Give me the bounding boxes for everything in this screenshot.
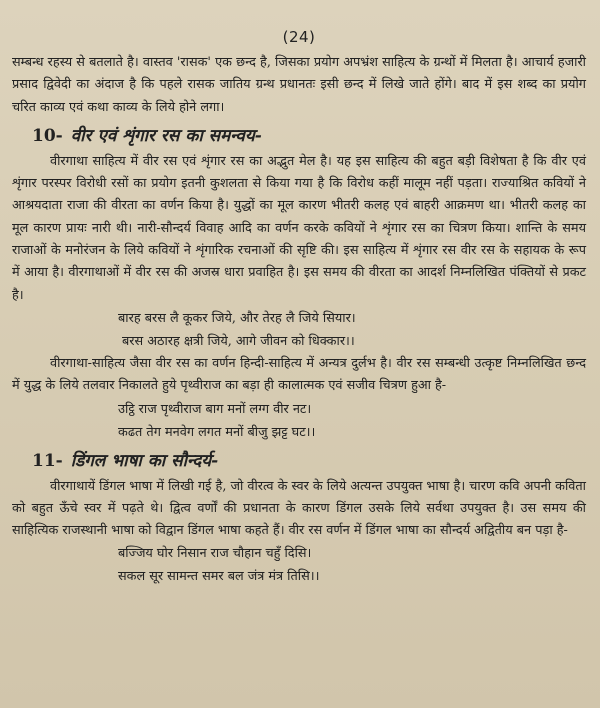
intro-paragraph: सम्बन्ध रहस्य से बतलाते है। वास्तव 'रासक' एक छन्द है, जिसका प्रयोग अपभ्रंश साहित्य के ग्रन्थों में मिलता है। आचार्य हजारी प्रसाद द्विवेदी का अंदाज है कि पहले रासक जातिय ग्रन्थ प्रधानतः इसी छन्द में लिखे जाते होंगे। बाद में इस शब्द का प्रयोग चरित काव्य एवं कथा काव्य के लिये होने लगा। (12, 55, 586, 115)
verse-line: उट्ठि राज पृथ्वीराज बाग मनों लग्ग वीर नट। (118, 401, 312, 417)
section-11-number: 11- (32, 450, 63, 471)
section-11-title: डिंगल भाषा का सौन्दर्य- (70, 450, 219, 471)
verse-line: सकल सूर सामन्त समर बल जंत्र मंत्र तिसि।। (118, 569, 320, 585)
page-number: (24) (282, 28, 316, 46)
section-10-title: वीर एवं शृंगार रस का समन्वय- (70, 125, 262, 146)
verse-line: बरस अठारह क्षत्री जिये, आगे जीवन को धिक्कार।। (122, 333, 355, 349)
section-10-paragraph: वीरगाथा साहित्य में वीर रस एवं शृंगार रस का अद्भुत मेल है। यह इस साहित्य की बहुत बड़ी विशेषता है कि वीर एवं शृंगार परस्पर विरोधी रसों का प्रयोग इतनी कुशलता से किया गया है कि विरोध कहीं मालूम नहीं पड़ता। राज्याश्रित कवियों ने आश्रयदाता राजा की वीरता का वर्णन किया है। युद्धों का मूल कारण भीतरी कलह एवं बाहरी आक्रमण था। भीतरी कलह का मूल कारण प्रायः नारी थी। नारी-सौन्दर्य विवाह आदि का वर्णन करके कवियों ने शृंगार रस का चित्रण किया। शान्ति के समय राजाओं के मनोरंजन के लिये कवियों ने शृंगारिक रचनाओं की सृष्टि की। इस साहित्य में शृंगार रस वीर रस के सहायक के रूप में आया है। वीरगाथाओं में वीर रस की अजस्र धारा प्रवाहित है। इस समय की वीरता का आदर्श निम्नलिखित पंक्तियों से प्रकट है। (12, 153, 587, 303)
section-10-number: 10- (32, 125, 63, 146)
section-10-heading (32, 123, 586, 149)
section-11-heading (32, 448, 586, 474)
verse-line: कढत तेग मनवेग लगत मनों बीजु झट्ट घट।। (118, 424, 316, 440)
verse-line: बारह बरस लै कूकर जिये, और तेरह लै जिये सियार। (118, 310, 356, 326)
section-11-paragraph: वीरगाथायें डिंगल भाषा में लिखी गई है, जो वीरत्व के स्वर के लिये अत्यन्त उपयुक्त भाषा है। चारण कवि अपनी कविता को बहुत ऊँचे स्वर में पढ़ते थे। द्वित्व वर्णों की प्रधानता के कारण डिंगल उसके लिये सर्वथा उपयुक्त है। उस समय की साहित्यिक राजस्थानी भाषा को विद्वान डिंगल भाषा कहते हैं। वीर रस वर्णन में डिंगल भाषा का सौन्दर्य अद्वितीय बन पड़ा है- (12, 478, 586, 539)
verse-line: बज्जिय घोर निसान राज चौहान चहुँ दिसि। (118, 546, 312, 562)
section-10-paragraph-2: वीरगाथा-साहित्य जैसा वीर रस का वर्णन हिन्दी-साहित्य में अन्यत्र दुर्लभ है। वीर रस सम्बन्धी उत्कृष्ट निम्नलिखित छन्द में युद्ध के लिये तलवार निकालते हुये पृथ्वीराज का बड़ा ही कालात्मक एवं सजीव चित्रण हुआ है- (12, 355, 586, 394)
